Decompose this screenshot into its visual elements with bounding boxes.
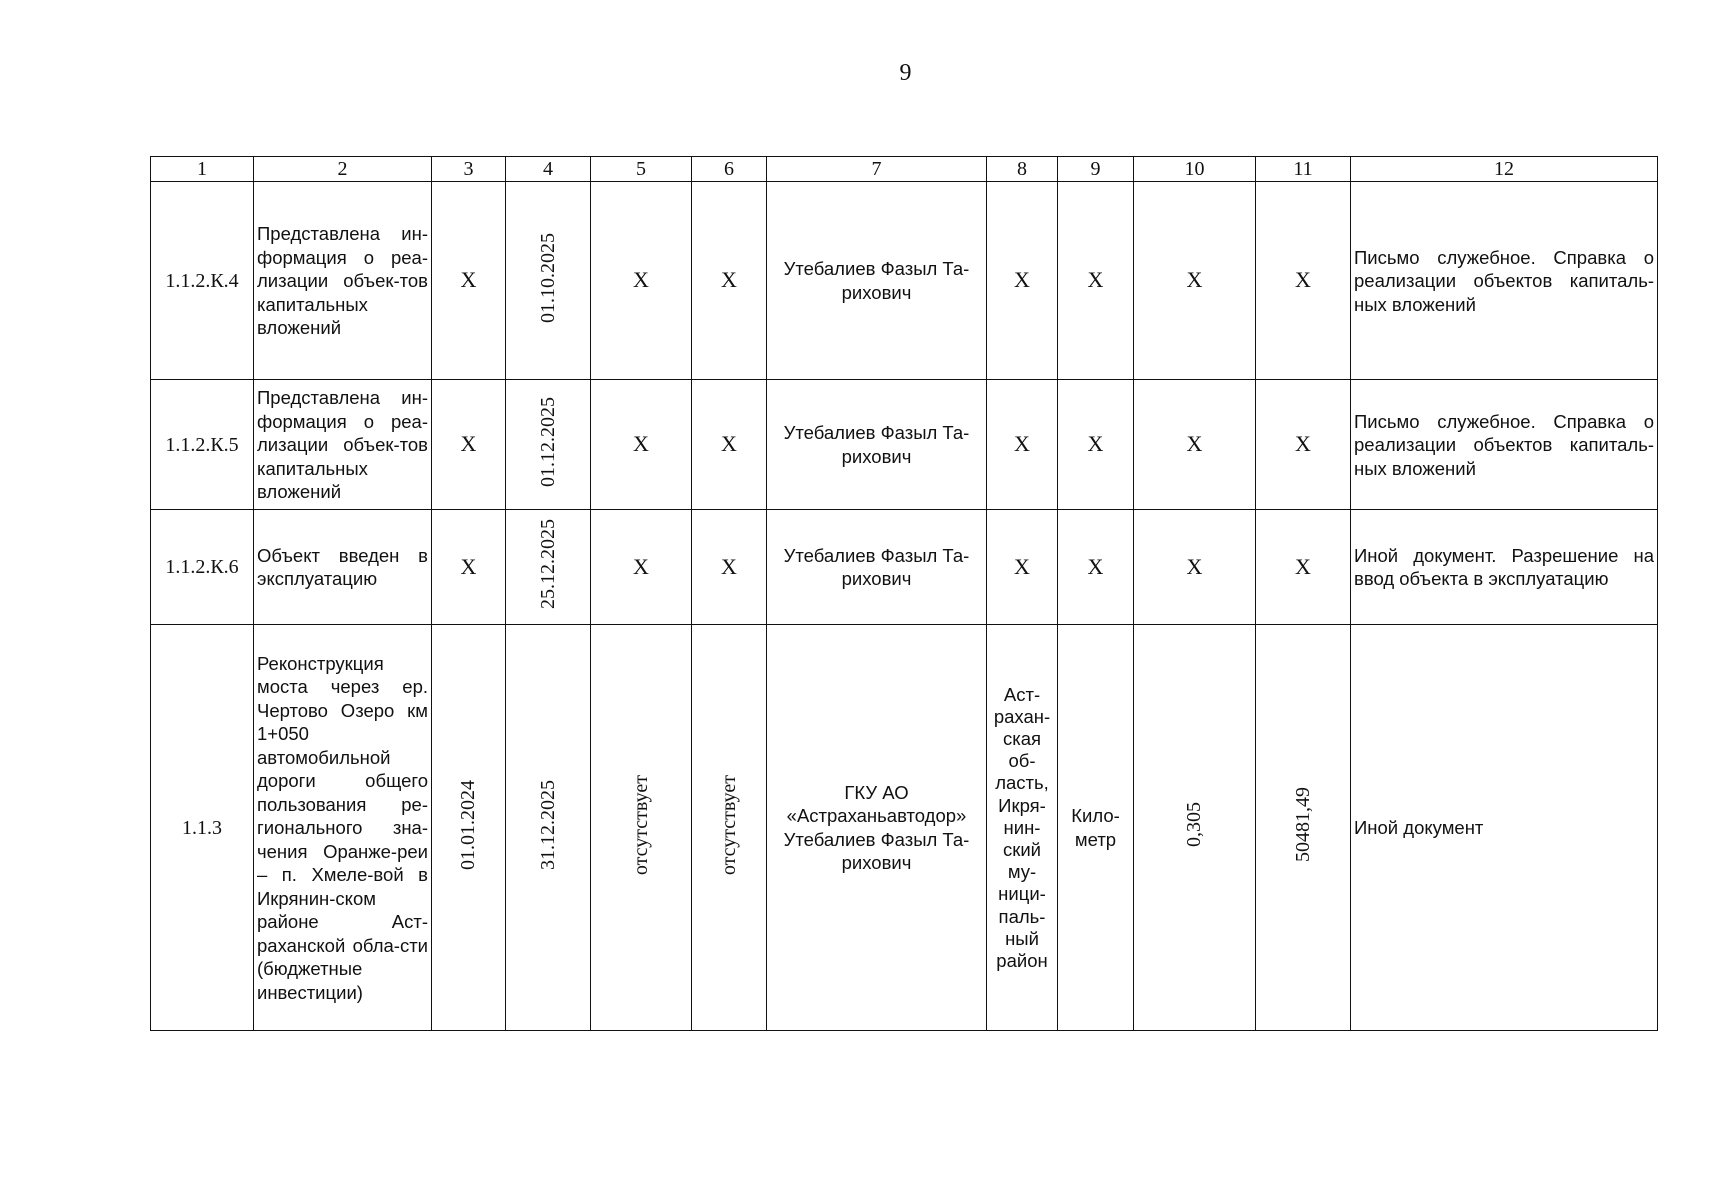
- end-date: 31.12.2025: [536, 779, 559, 870]
- header-cell: 6: [692, 157, 767, 182]
- cell-x: Х: [432, 380, 506, 510]
- cell-x: Х: [432, 510, 506, 625]
- value: 0,305: [1183, 802, 1206, 848]
- row-id: 1.1.3: [151, 625, 254, 1031]
- header-cell: 10: [1134, 157, 1256, 182]
- cell-x: Х: [1256, 510, 1351, 625]
- cell-x: Х: [1134, 510, 1256, 625]
- row-name: Представлена ин-формация о реа-лизации объек-тов капитальных вложений: [254, 182, 432, 380]
- table-row: [151, 182, 1658, 380]
- cell-x: Х: [1058, 510, 1134, 625]
- responsible-cell: [767, 625, 987, 1031]
- responsible-person: Утебалиев Фазыл Та-рихович: [767, 182, 987, 380]
- row-name: Реконструкция моста через ер. Чертово Озеро км 1+050 автомобильной дороги общего пользования ре-гионального зна-чения Оранже-реи – п. Хмеле-вой в Икрянин-ском районе Аст-раханской обла-сти (бюджетные инвестиции): [254, 625, 432, 1031]
- status-absent: отсутствует: [717, 774, 740, 875]
- header-row: [151, 157, 1658, 182]
- unit: Кило-метр: [1058, 625, 1134, 1031]
- status-absent: отсутствует: [629, 774, 652, 875]
- start-date: 01.01.2024: [457, 779, 480, 870]
- document-type: Иной документ. Разрешение на ввод объекта в эксплуатацию: [1351, 510, 1658, 625]
- cell-x: Х: [692, 380, 767, 510]
- date-cell: 25.12.2025: [536, 519, 559, 610]
- header-cell: 2: [254, 157, 432, 182]
- cell-x: Х: [692, 510, 767, 625]
- document-type: Письмо служебное. Справка о реализации объектов капиталь-ных вложений: [1351, 380, 1658, 510]
- row-name: Объект введен в эксплуатацию: [254, 510, 432, 625]
- document-type: Письмо служебное. Справка о реализации объектов капиталь-ных вложений: [1351, 182, 1658, 380]
- row-id: 1.1.2.К.5: [151, 380, 254, 510]
- header-cell: 7: [767, 157, 987, 182]
- cell-x: Х: [987, 182, 1058, 380]
- document-type: Иной документ: [1351, 625, 1658, 1031]
- cell-x: Х: [1058, 380, 1134, 510]
- header-cell: 11: [1256, 157, 1351, 182]
- responsible-person: Утебалиев Фазыл Та-рихович: [767, 510, 987, 625]
- date-cell: 01.10.2025: [536, 232, 559, 323]
- cell-x: Х: [1256, 380, 1351, 510]
- cell-x: Х: [1058, 182, 1134, 380]
- cell-x: Х: [1256, 182, 1351, 380]
- date-cell: 01.12.2025: [536, 396, 559, 487]
- header-cell: 8: [987, 157, 1058, 182]
- table-row: [151, 510, 1658, 625]
- responsible-org: ГКУ АО «Астраханьавтодор»: [786, 781, 967, 827]
- responsible-person: Утебалиев Фазыл Та-рихович: [767, 380, 987, 510]
- plan-table: [150, 156, 1658, 1031]
- header-cell: 4: [506, 157, 591, 182]
- cell-x: Х: [1134, 182, 1256, 380]
- cell-x: Х: [1134, 380, 1256, 510]
- cell-x: Х: [591, 182, 692, 380]
- table-row: [151, 380, 1658, 510]
- table-row: [151, 625, 1658, 1031]
- header-cell: 5: [591, 157, 692, 182]
- cell-x: Х: [987, 510, 1058, 625]
- row-id: 1.1.2.К.6: [151, 510, 254, 625]
- header-cell: 9: [1058, 157, 1134, 182]
- cell-x: Х: [432, 182, 506, 380]
- row-id: 1.1.2.К.4: [151, 182, 254, 380]
- territory: Аст-рахан-ская об-ласть, Икря-нин-ский му-ници-паль-ный район: [987, 625, 1058, 1031]
- row-name: Представлена ин-формация о реа-лизации объек-тов капитальных вложений: [254, 380, 432, 510]
- page-number: 9: [899, 60, 912, 86]
- responsible-person: Утебалиев Фазыл Та-рихович: [783, 828, 970, 874]
- cell-x: Х: [591, 380, 692, 510]
- cell-x: Х: [692, 182, 767, 380]
- header-cell: 3: [432, 157, 506, 182]
- cell-x: Х: [591, 510, 692, 625]
- header-cell: 12: [1351, 157, 1658, 182]
- amount: 50481,49: [1291, 787, 1314, 863]
- header-cell: 1: [151, 157, 254, 182]
- cell-x: Х: [987, 380, 1058, 510]
